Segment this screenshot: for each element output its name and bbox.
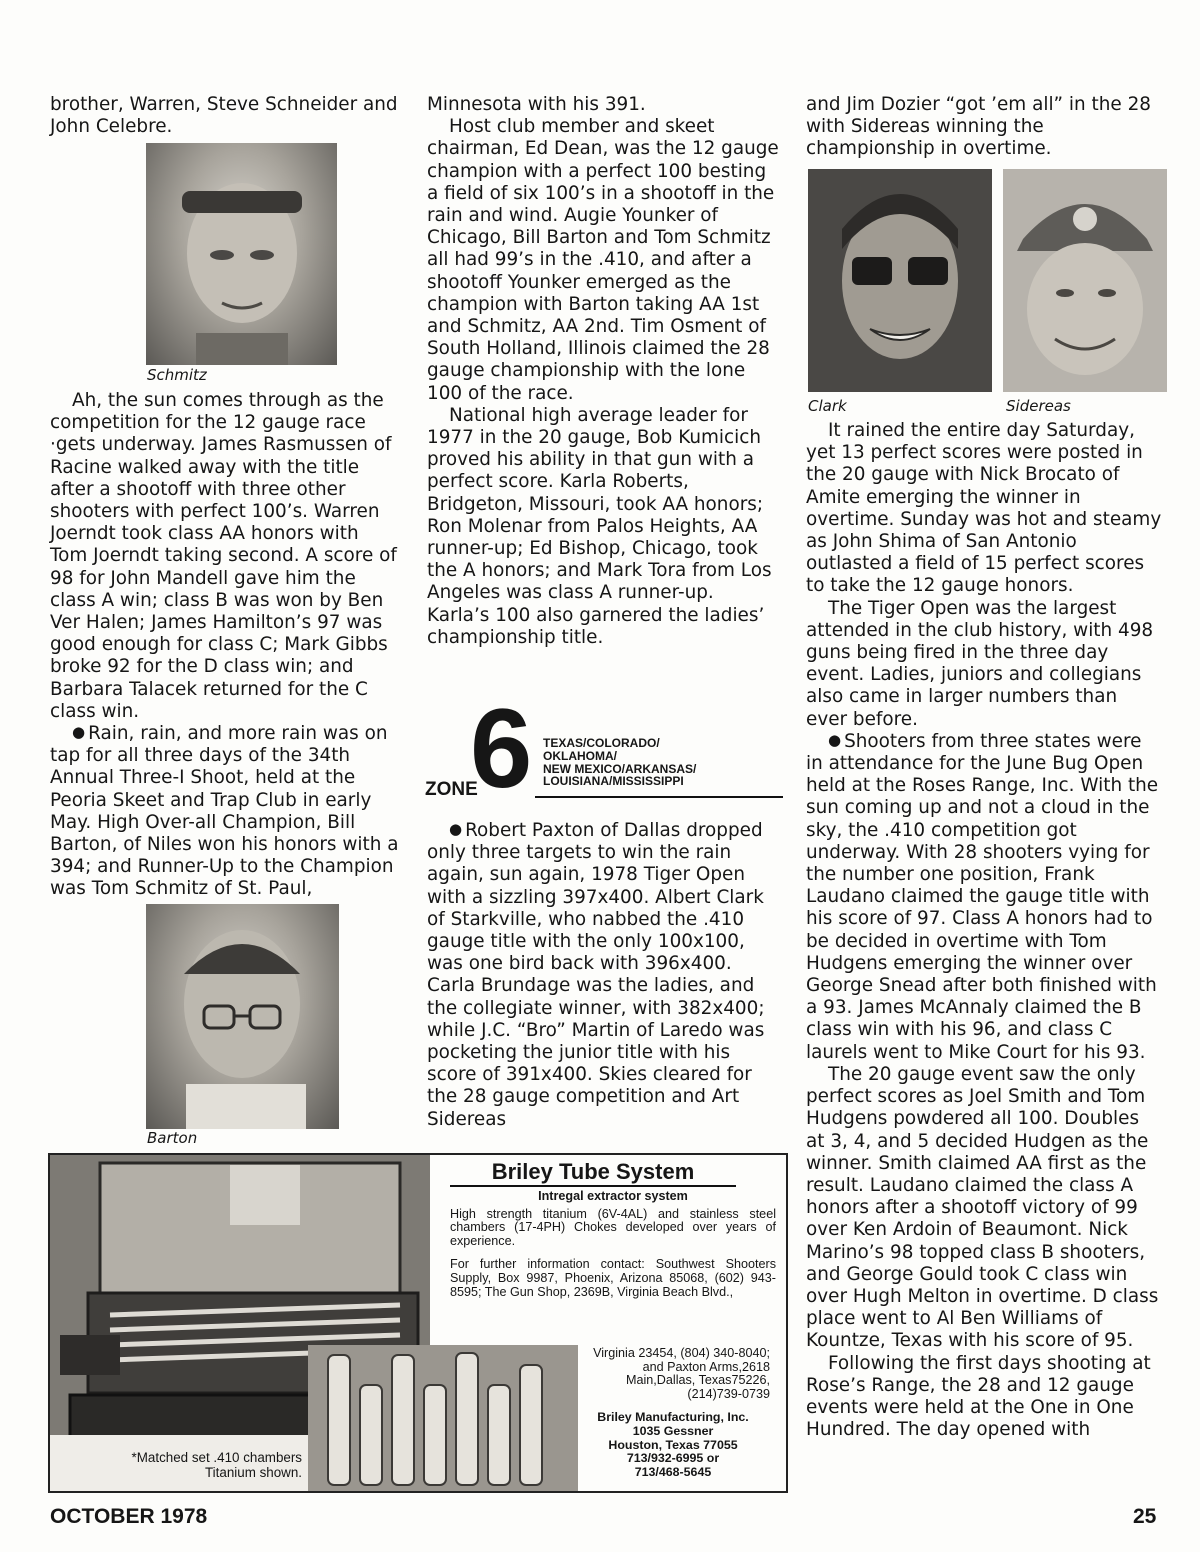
photo-caption: Sidereas xyxy=(1006,397,1071,415)
column-1 xyxy=(50,94,400,138)
page-number: 25 xyxy=(1133,1505,1157,1528)
column-2 xyxy=(427,94,779,649)
ad-body: Virginia 23454, (804) 340-8040; and Paxton Arms,2618 Main,Dallas, Texas75226,(214)739-0739 xyxy=(593,1346,770,1401)
footer-date: OCTOBER 1978 xyxy=(50,1505,208,1528)
zone-header xyxy=(425,686,783,811)
ad-note-line: Titanium shown. xyxy=(205,1464,302,1480)
paragraph: National high average leader for 1977 in the 20 gauge, Bob Kumicich proved his ability in that gun with a perfect score. Karla Roberts, Bridgeton, Missouri, took AA honors; Ron Molenar from Palos Heights, AA runner-up; Ed Bishop, Chicago, took the A honors; and Mark Tora from Los Angeles was class A runner-up. Karla’s 100 also garnered the ladies’ championship title. xyxy=(427,404,772,648)
portrait-illustration xyxy=(808,169,992,392)
paragraph: Following the first days shooting at Rose’s Range, the 28 and 12 gauge events were held at the One in One Hundred. The day opened with xyxy=(806,1352,1151,1441)
zone-state-line: TEXAS/COLORADO/ xyxy=(543,736,660,750)
column-3 xyxy=(806,94,1162,161)
paragraph: Shooters from three states were in attendance for the June Bug Open held at the Roses Range, Inc. With the sun coming up and not a cloud in the sky, the .410 competition got underway. With 28 shooters vying for the number one position, Frank Laudano claimed the gauge title with his score of 97. Class A honors had to be decided in overtime with Tom Hudgens emerging the winner over George Snead after both finished with a 93. James McAnnaly claimed the B class win with his 96, and class C laurels went to Mike Court for his 93. xyxy=(806,730,1159,1063)
ad-city: Houston, Texas 77055 xyxy=(608,1437,738,1452)
zone-state-line: NEW MEXICO/ARKANSAS/ xyxy=(543,761,697,776)
briley-advertisement xyxy=(48,1153,788,1493)
divider xyxy=(535,796,783,798)
paragraph: The 20 gauge event saw the only perfect scores as Joel Smith and Tom Hudgens powdered all 100. Doubles at 3, 4, and 5 decided Hudgen as the winner. Smith claimed AA first as the result. Laudano claimed the class A honors after a shootoff victory of 99 over Ken Ardoin of Beaumont. Nick Marino’s 98 topped class B shooters, and George Gould took C class win over Hugh Melton in overtime. D class place went to Al Ben Williams of Kountze, Texas with his score of 95. xyxy=(806,1063,1159,1352)
ad-title: Briley Tube System xyxy=(450,1159,736,1187)
photo-caption: Barton xyxy=(147,1129,198,1147)
portrait-illustration xyxy=(146,143,337,365)
portrait-illustration xyxy=(146,904,339,1129)
chambers-illustration xyxy=(308,1345,578,1491)
zone-number: 6 xyxy=(470,686,533,811)
ad-company: Briley Manufacturing, Inc. xyxy=(597,1410,749,1425)
photo-caption: Schmitz xyxy=(147,366,207,384)
paragraph: Robert Paxton of Dallas dropped only three targets to win the rain again, sun again, 1978 Tiger Open with a sizzling 397x400. Albert Clark of Starkville, who nabbed the .410 gauge title with the only 100x100, was one bird back with 396x400. Carla Brundage was the ladies, and the collegiate winner, with 382x400; while J.C. “Bro” Martin of Laredo was pocketing the junior title with his score of 391x400. Skies cleared for the 28 gauge competition and Art Sidereas xyxy=(427,820,765,1130)
bullet-icon: ● xyxy=(828,730,842,749)
photo-schmitz xyxy=(146,143,337,365)
paragraph: brother, Warren, Steve Schneider and John Celebre. xyxy=(50,94,398,138)
ad-footnote xyxy=(58,1451,302,1480)
ad-phone: 713/468-5645 xyxy=(634,1464,712,1479)
ad-street: 1035 Gessner xyxy=(632,1423,714,1438)
bullet-icon: ● xyxy=(72,723,86,742)
bullet-icon: ● xyxy=(449,820,463,838)
ad-contact xyxy=(576,1347,770,1479)
paragraph: Ah, the sun comes through as the competition for the 12 gauge race ·gets underway. James Rasmussen of Racine walked away with the title after a shootoff with three other shooters with perfect 100’s. Warren Joerndt took class AA honors with Tom Joerndt taking second. A score of 98 for John Mandell gave him the class A win; class B was won by Ben Ver Halen; James Hamilton’s 97 was good enough for class C; Mark Gibbs broke 92 for the D class win; and Barbara Talacek returned for the C class win. xyxy=(50,390,397,722)
column-3b xyxy=(806,420,1162,1441)
ad-body: High strength titanium (6V-4AL) and stainless steel chambers (17-4PH) Chokes developed over years of experience. xyxy=(450,1206,776,1248)
paragraph: Minnesota with his 391. xyxy=(427,94,646,115)
photo-barton xyxy=(146,904,339,1129)
paragraph: Rain, rain, and more rain was on tap for all three days of the 34th Annual Three-I Shoot, held at the Peoria Skeet and Trap Club in early May. High Over-all Champion, Bill Barton, of Niles won his honors with a 394; and Runner-Up to the Champion was Tom Schmitz of St. Paul, xyxy=(50,723,399,900)
photo-clark xyxy=(808,169,992,392)
photo-caption: Clark xyxy=(808,397,847,415)
photo-sidereas xyxy=(1003,169,1167,392)
paragraph: and Jim Dozier “got ’em all” in the 28 with Sidereas winning the championship in overtime. xyxy=(806,94,1151,160)
zone-state-line: OKLAHOMA/ xyxy=(543,748,617,763)
ad-company-block xyxy=(576,1411,770,1479)
paragraph: It rained the entire day Saturday, yet 13 perfect scores were posted in the 20 gauge with Nick Brocato of Amite emerging the winner in overtime. Sunday was hot and steamy as John Shima of San Antonio outlasted a field of 15 perfect scores to take the 12 gauge honors. xyxy=(806,420,1162,597)
ad-phone: 713/932-6995 or xyxy=(626,1451,720,1466)
portrait-illustration xyxy=(1003,169,1167,392)
zone-states xyxy=(543,737,696,788)
paragraph: Host club member and skeet chairman, Ed Dean, was the 12 gauge champion with a perfect 100 besting a field of six 100’s in a shootoff in the rain and wind. Augie Younker of Chicago, Bill Barton and Tom Schmitz all had 99’s in the .410, and after a shootoff Younker emerged as the champion with Barton taking AA 1st and Schmitz, AA 2nd. Tim Osment of South Holland, Illinois claimed the 28 gauge championship with the lone 100 of the race. xyxy=(427,116,779,404)
ad-note-line: *Matched set .410 chambers xyxy=(131,1450,302,1465)
paragraph: The Tiger Open was the largest attended in the club history, with 498 guns being fired in the three day event. Ladies, juniors and collegians also came in larger numbers than ever before. xyxy=(806,597,1154,730)
ad-copy xyxy=(450,1159,776,1299)
zone-state-line: LOUISIANA/MISSISSIPPI xyxy=(543,774,684,789)
ad-subtitle: Intregal extractor system xyxy=(538,1189,688,1203)
column-1b xyxy=(50,390,400,901)
zone-label: ZONE xyxy=(425,779,478,800)
column-2b xyxy=(427,820,779,1131)
ad-body: For further information contact: Southwest Shooters Supply, Box 9987, Phoenix, Arizona 85068, (602) 943-8595; The Gun Shop, 2369B, Virginia Beach Blvd., xyxy=(450,1257,776,1299)
